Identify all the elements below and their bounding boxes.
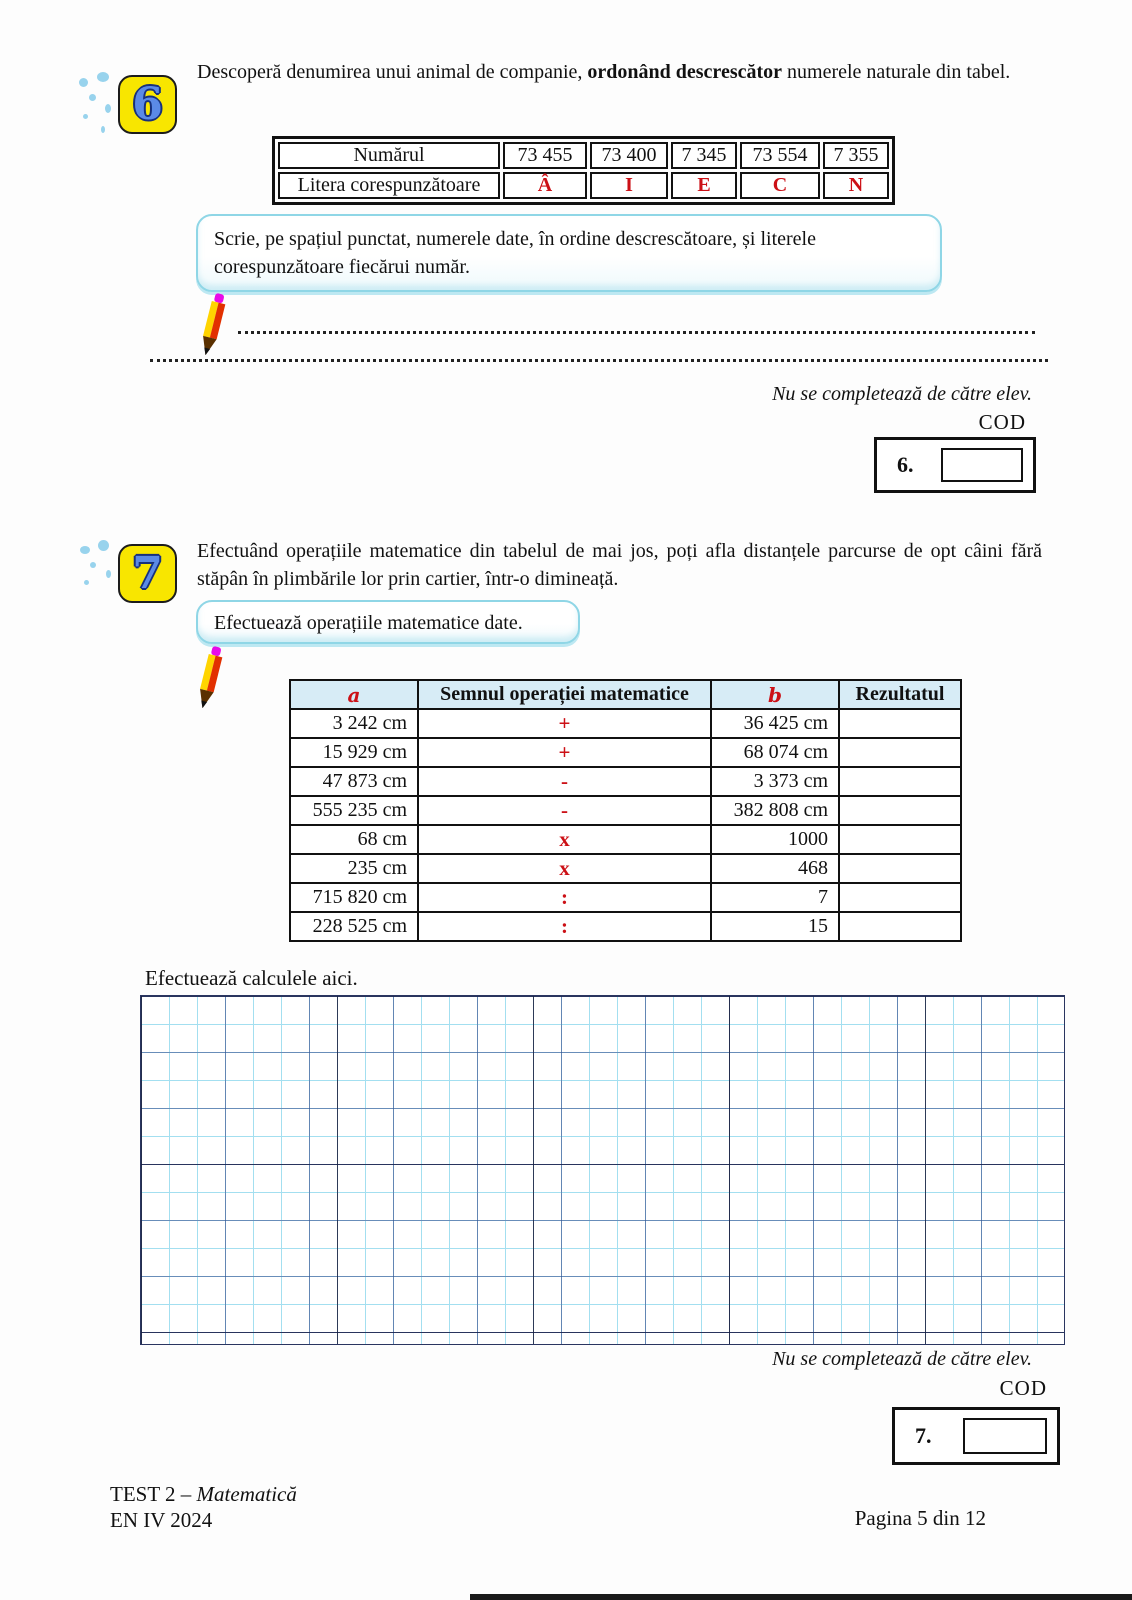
operation-sign: : — [418, 912, 711, 941]
footer-page-number: Pagina 5 din 12 — [854, 1506, 986, 1530]
result-cell[interactable] — [839, 825, 961, 854]
operation-sign: + — [418, 738, 711, 767]
number-cell: 7 355 — [823, 142, 889, 169]
calculation-area-label: Efectuează calculele aici. — [145, 966, 358, 990]
footer-test-title — [110, 1482, 297, 1507]
question-6-instruction-text: Scrie, pe spațiul punctat, numerele date, în ordine descrescătoare, și literele corespunzătoare fiecărui număr. — [214, 228, 816, 278]
header-b: b — [711, 680, 839, 709]
table-row-numbers — [278, 142, 889, 169]
question-7-text: Efectuând operațiile matematice din tabelul de mai jos, poți afla distanțele parcurse de opt câini fără stăpân în plimbările lor prin cartier, într-o dimineață. — [197, 540, 1042, 590]
result-cell[interactable] — [839, 767, 961, 796]
result-cell[interactable] — [839, 883, 961, 912]
footer-edition: EN IV 2024 — [110, 1508, 213, 1532]
operation-sign: : — [418, 883, 711, 912]
letter-cell: I — [590, 172, 668, 199]
cod-box-question-7 — [892, 1407, 1060, 1465]
question-7-badge — [118, 544, 177, 603]
operation-sign: - — [418, 796, 711, 825]
operation-sign: x — [418, 825, 711, 854]
footer-test-pre: TEST 2 – — [110, 1482, 197, 1506]
operand-a: 235 cm — [290, 854, 418, 883]
question-6-text-post: numerele naturale din tabel. — [782, 61, 1011, 83]
number-cell: 73 400 — [590, 142, 668, 169]
question-7-instruction-box — [196, 600, 580, 644]
cod-label: COD — [978, 410, 1026, 434]
table-row — [290, 767, 961, 796]
answer-dotted-line[interactable] — [150, 358, 1048, 362]
scan-edge-artifact — [470, 1594, 1132, 1600]
question-6-badge — [118, 75, 177, 134]
calculation-grid[interactable] — [140, 995, 1065, 1345]
number-cell: 7 345 — [671, 142, 737, 169]
cod-box-question-number: 6. — [897, 452, 914, 477]
operand-b: 36 425 cm — [711, 709, 839, 738]
question-6-text-bold: ordonând descrescător — [587, 61, 783, 83]
question-6-text — [197, 58, 1040, 86]
table-row — [290, 709, 961, 738]
operand-a: 3 242 cm — [290, 709, 418, 738]
row-label-number: Numărul — [278, 142, 500, 169]
operand-b: 468 — [711, 854, 839, 883]
pencil-icon — [186, 288, 241, 362]
operand-a: 228 525 cm — [290, 912, 418, 941]
operation-sign: + — [418, 709, 711, 738]
header-a: a — [290, 680, 418, 709]
operand-a: 715 820 cm — [290, 883, 418, 912]
table-header-row — [290, 680, 961, 709]
footer-test-subject: Matematică — [196, 1482, 297, 1506]
letter-cell: Â — [503, 172, 587, 199]
result-cell[interactable] — [839, 709, 961, 738]
operand-a: 68 cm — [290, 825, 418, 854]
result-cell[interactable] — [839, 796, 961, 825]
letter-cell: C — [740, 172, 820, 199]
result-cell[interactable] — [839, 912, 961, 941]
cod-entry-field[interactable] — [941, 448, 1023, 482]
operand-a: 47 873 cm — [290, 767, 418, 796]
result-cell[interactable] — [839, 738, 961, 767]
splash-decoration-icon — [75, 70, 120, 140]
operation-sign: x — [418, 854, 711, 883]
operand-a: 15 929 cm — [290, 738, 418, 767]
header-operation-sign: Semnul operației matematice — [418, 680, 711, 709]
question-7-number: 7 — [132, 548, 163, 599]
number-cell: 73 455 — [503, 142, 587, 169]
letter-cell: E — [671, 172, 737, 199]
operand-b: 382 808 cm — [711, 796, 839, 825]
table-row — [290, 825, 961, 854]
cod-box-question-number: 7. — [915, 1423, 932, 1448]
operand-b: 7 — [711, 883, 839, 912]
row-label-letter: Litera corespunzătoare — [278, 172, 500, 199]
question-6-number: 6 — [132, 79, 163, 130]
header-result: Rezultatul — [839, 680, 961, 709]
question-6-table — [272, 136, 895, 205]
cod-entry-field[interactable] — [963, 1418, 1047, 1454]
question-6-instruction-box — [196, 214, 942, 292]
table-row — [290, 912, 961, 941]
note-not-filled-by-student: Nu se completează de către elev. — [772, 383, 1032, 405]
question-7-operations-table — [289, 679, 962, 942]
pencil-icon — [183, 641, 238, 715]
question-6-text-pre: Descoperă denumirea unui animal de companie, — [197, 61, 588, 83]
cod-box-question-6 — [874, 437, 1036, 493]
table-row — [290, 796, 961, 825]
question-7-instruction-text: Efectuează operațiile matematice date. — [214, 612, 523, 634]
operand-a: 555 235 cm — [290, 796, 418, 825]
number-cell: 73 554 — [740, 142, 820, 169]
result-cell[interactable] — [839, 854, 961, 883]
cod-label: COD — [999, 1376, 1047, 1400]
operand-b: 68 074 cm — [711, 738, 839, 767]
letter-cell: N — [823, 172, 889, 199]
operand-b: 1000 — [711, 825, 839, 854]
operand-b: 3 373 cm — [711, 767, 839, 796]
operand-b: 15 — [711, 912, 839, 941]
table-row-letters — [278, 172, 889, 199]
answer-dotted-line[interactable] — [238, 330, 1035, 334]
operation-sign: - — [418, 767, 711, 796]
splash-decoration-icon — [78, 540, 123, 610]
table-row — [290, 854, 961, 883]
table-row — [290, 738, 961, 767]
note-not-filled-by-student: Nu se completează de către elev. — [772, 1348, 1032, 1370]
table-row — [290, 883, 961, 912]
